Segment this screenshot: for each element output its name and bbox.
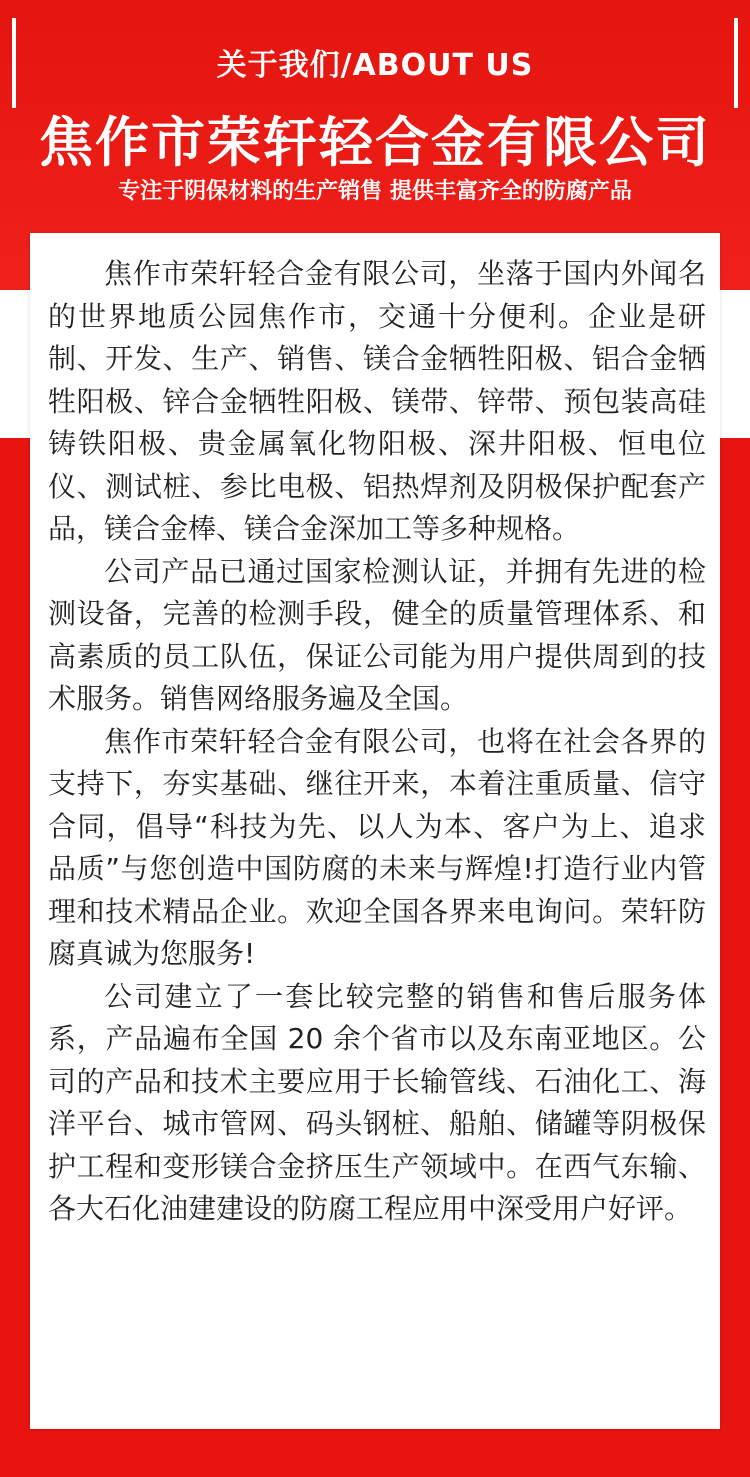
about-text: [48, 253, 706, 1231]
about-card: [30, 233, 720, 1429]
company-tagline: 专注于阴保材料的生产销售 提供丰富齐全的防腐产品: [118, 179, 632, 204]
paragraph: 焦作市荣轩轻合金有限公司，坐落于国内外闻名的世界地质公园焦作市，交通十分便利。企业是研制、开发、生产、销售、镁合金牺牲阳极、铝合金牺牲阳极、锌合金牺牲阳极、镁带、锌带、预包装高硅铸铁阳极、贵金属氧化物阳极、深井阳极、恒电位仪、测试桩、参比电极、铝热焊剂及阴极保护配套产品，镁合金棒、镁合金深加工等多种规格。: [48, 257, 706, 545]
paragraph: 焦作市荣轩轻合金有限公司，也将在社会各界的支持下，夯实基础、继往开来，本着注重质量、信守合同，倡导“科技为先、以人为本、客户为上、追求品质”与您创造中国防腐的未来与辉煌!打造行业内管理和技术精品企业。欢迎全国各界来电询问。荣轩防腐真诚为您服务!: [48, 724, 706, 970]
paragraph: 公司建立了一套比较完整的销售和售后服务体系，产品遍布全国 20 余个省市以及东南亚地区。公司的产品和技术主要应用于长输管线、石油化工、海洋平台、城市管网、码头钢桩、船舶、储罐等阴极保护工程和变形镁合金挤压生产领域中。在西气东输、各大石化油建建设的防腐工程应用中深受用户好评。: [48, 979, 706, 1225]
paragraph: 公司产品已通过国家检测认证，并拥有先进的检测设备，完善的检测手段，健全的质量管理体系、和高素质的员工队伍，保证公司能为用户提供周到的技术服务。销售网络服务遍及全国。: [48, 554, 706, 715]
company-title: 焦作市荣轩轻合金有限公司: [39, 111, 711, 174]
section-kicker: 关于我们/ABOUT US: [216, 48, 534, 83]
